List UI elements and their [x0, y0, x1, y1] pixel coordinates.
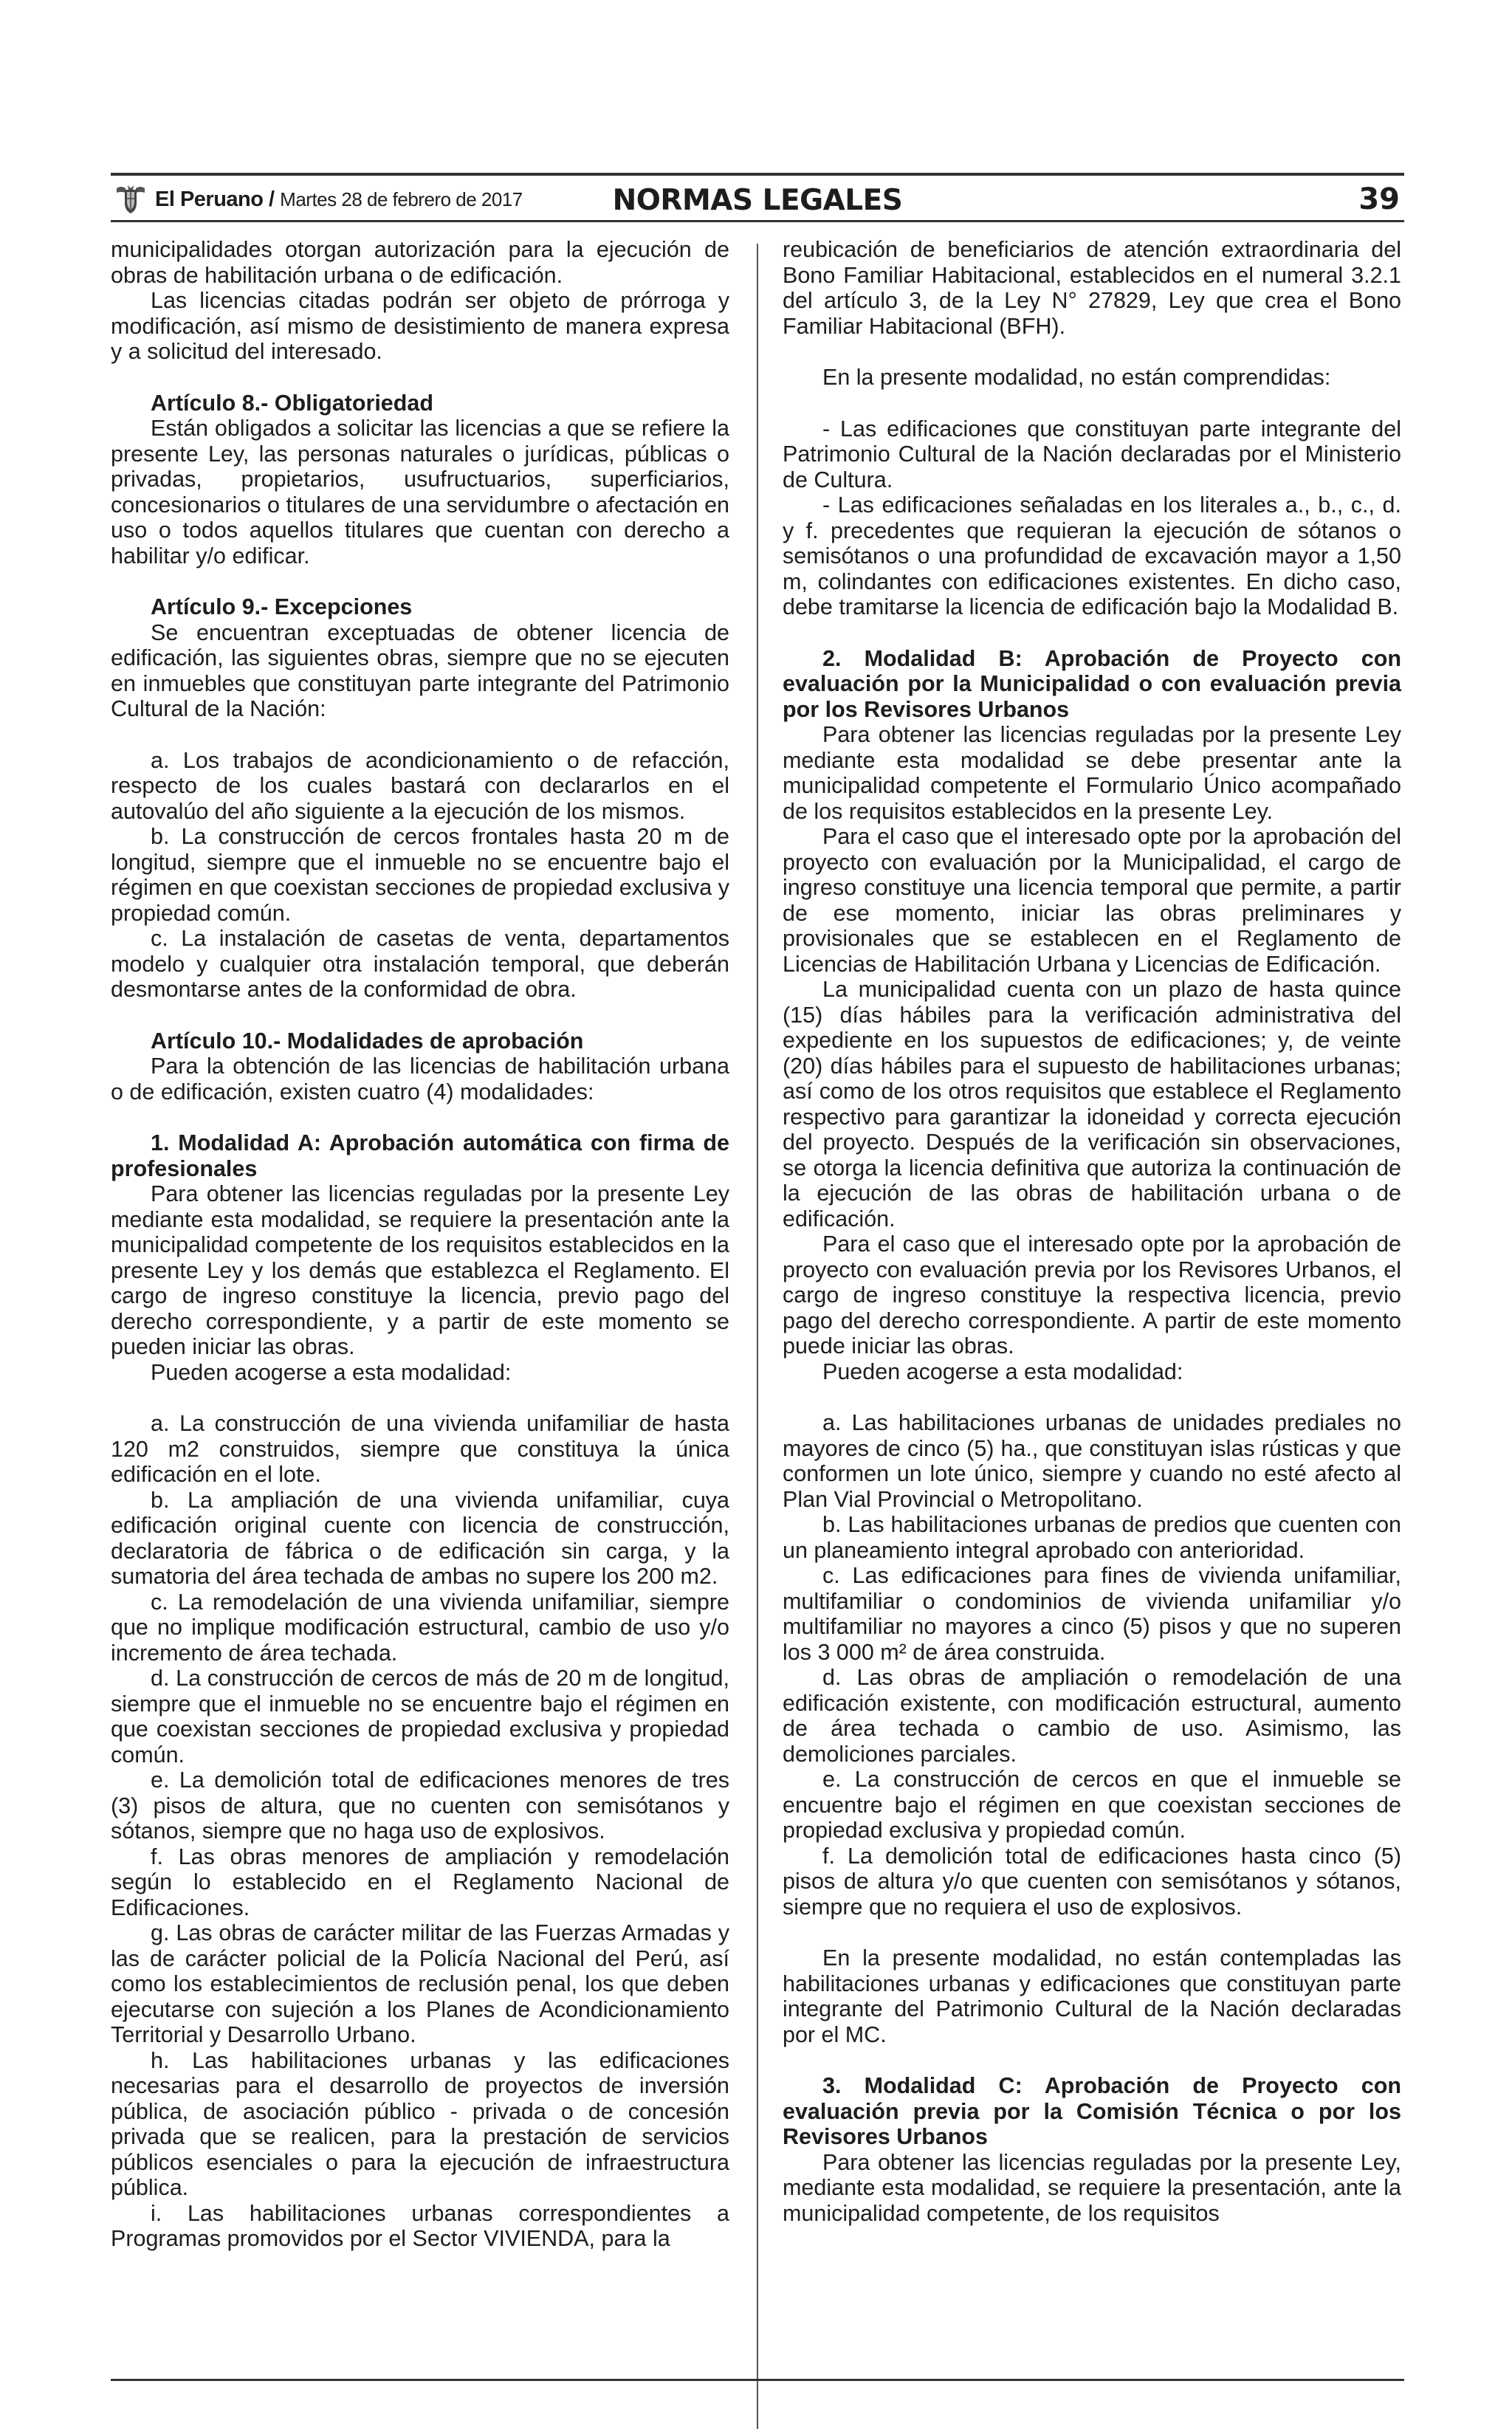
section-title: NORMAS LEGALES: [612, 184, 903, 217]
list-item: g. Las obras de carácter militar de las Fuerzas Armadas y las de carácter policial de la Policía Nacional del Perú, así como los establecimientos de reclusión penal, los que deben ejecutarse con sujeción a los Planes de Acondicionamiento Territorial y Desarrollo Urbano.: [111, 1920, 729, 2047]
list-item: - Las edificaciones que constituyan parte integrante del Patrimonio Cultural de la Nación declaradas por el Ministerio de Cultura.: [783, 416, 1401, 492]
article-10-heading: Artículo 10.- Modalidades de aprobación: [151, 1028, 584, 1054]
paragraph: Para la obtención de las licencias de habilitación urbana o de edificación, existen cuatro (4) modalidades:: [111, 1054, 729, 1104]
brand-name: El Peruano: [155, 188, 264, 211]
list-item: e. La demolición total de edificaciones menores de tres (3) pisos de altura, que no cuenten con semisótanos y sótanos, siempre que no haga uso de explosivos.: [111, 1767, 729, 1844]
article-8-heading: Artículo 8.- Obligatoriedad: [151, 390, 433, 416]
article-9-heading: Artículo 9.- Excepciones: [151, 594, 413, 619]
list-item: a. Las habilitaciones urbanas de unidades prediales no mayores de cinco (5) ha., que constituyan islas rústicas y que conformen un lote único, siempre y cuando no esté afecto al Plan Vial Provincial o Metropolitano.: [783, 1410, 1401, 1512]
paragraph: La municipalidad cuenta con un plazo de hasta quince (15) días hábiles para la verificación administrativa del expediente en los supuestos de edificaciones; y, de veinte (20) días hábiles para el supuesto de habilitaciones urbanas; así como de los otros requisitos que establece el Reglamento respectivo para garantizar la idoneidad y correcta ejecución del proyecto. Después de la verificación sin observaciones, se otorga la licencia definitiva que autoriza la continuación de la ejecución de las obras de habilitación urbana o de edificación.: [783, 977, 1401, 1231]
paragraph: Pueden acogerse a esta modalidad:: [822, 1358, 1183, 1384]
list-item: d. La construcción de cercos de más de 20 m de longitud, siempre que el inmueble no se encuentre bajo el régimen en que coexistan secciones de propiedad exclusiva y propiedad común.: [111, 1666, 729, 1767]
list-item: b. La ampliación de una vivienda unifamiliar, cuya edificación original cuente con licencia de construcción, declaratoria de fábrica o de edificación sin carga, y la sumatoria del área techada de ambas no supere los 200 m2.: [111, 1487, 729, 1589]
paragraph: En la presente modalidad, no están comprendidas:: [822, 365, 1331, 390]
list-item: d. Las obras de ampliación o remodelación de una edificación existente, con modificación estructural, aumento de área techada o cambio de uso. Asimismo, las demoliciones parciales.: [783, 1665, 1401, 1767]
list-item: a. La construcción de una vivienda unifamiliar de hasta 120 m2 construidos, siempre que constituya la única edificación en el lote.: [111, 1411, 729, 1487]
right-column: [783, 237, 1401, 2226]
list-item: f. La demolición total de edificaciones hasta cinco (5) pisos de altura y/o que cuenten con semisótanos y sótanos, siempre que no requiera el uso de explosivos.: [783, 1843, 1401, 1920]
modality-a-heading: 1. Modalidad A: Aprobación automática con firma de profesionales: [111, 1130, 729, 1181]
paragraph: Pueden acogerse a esta modalidad:: [151, 1359, 512, 1385]
publication-date: Martes 28 de febrero de 2017: [280, 188, 523, 210]
list-item: a. Los trabajos de acondicionamiento o de refacción, respecto de los cuales bastará con declararlos en el autovalúo del año siguiente a la ejecución de los mismos.: [111, 747, 729, 824]
list-item: c. La remodelación de una vivienda unifamiliar, siempre que no implique modificación estructural, cambio de uso y/o incremento de área techada.: [111, 1589, 729, 1666]
paragraph: Las licencias citadas podrán ser objeto de prórroga y modificación, así mismo de desistimiento de manera expresa y a solicitud del interesado.: [111, 288, 729, 364]
list-item: c. Las edificaciones para fines de vivienda unifamiliar, multifamiliar o condominios de vivienda unifamiliar y/o multifamiliar no mayores a cinco (5) pisos y que no superen los 3 000 m² de área construida.: [783, 1563, 1401, 1665]
list-item: h. Las habilitaciones urbanas y las edificaciones necesarias para el desarrollo de proyectos de inversión pública, de asociación público - privada o de concesión privada que se realicen, para la prestación de servicios públicos esenciales o para la ejecución de infraestructura pública.: [111, 2047, 729, 2200]
list-item: b. La construcción de cercos frontales hasta 20 m de longitud, siempre que el inmueble no se encuentre bajo el régimen en que coexistan secciones de propiedad exclusiva y propiedad común.: [111, 824, 729, 926]
paragraph: municipalidades otorgan autorización para la ejecución de obras de habilitación urbana o de edificación.: [111, 237, 729, 288]
header-top-rule: [111, 173, 1404, 176]
list-item: i. Las habilitaciones urbanas correspondientes a Programas promovidos por el Sector VIVIENDA, para la: [111, 2200, 729, 2251]
list-item: f. Las obras menores de ampliación y remodelación según lo establecido en el Reglamento Nacional de Edificaciones.: [111, 1844, 729, 1920]
header-bottom-rule: [111, 220, 1404, 222]
paragraph: Para obtener las licencias reguladas por la presente Ley mediante esta modalidad se debe presentar ante la municipalidad competente el Formulario Único acompañado de los requisitos establecidos en la presente Ley.: [783, 722, 1401, 824]
page-header: [111, 173, 1404, 224]
paragraph: Para obtener las licencias reguladas por la presente Ley, mediante esta modalidad, se requiere la presentación, ante la municipalidad competente, de los requisitos: [783, 2149, 1401, 2226]
list-item: e. La construcción de cercos en que el inmueble se encuentre bajo el régimen en que coexistan secciones de propiedad exclusiva y propiedad común.: [783, 1767, 1401, 1843]
paragraph: reubicación de beneficiarios de atención extraordinaria del Bono Familiar Habitacional, establecidos en el numeral 3.2.1 del artículo 3, de la Ley N° 27829, Ley que crea el Bono Familiar Habitacional (BFH).: [783, 237, 1401, 339]
paragraph: Están obligados a solicitar las licencias a que se refiere la presente Ley, las personas naturales o jurídicas, públicas o privadas, propietarios, usufructuarios, superficiarios, concesionarios o titulares de una servidumbre o afectación en uso o todos aquellos titulares que cuentan con derecho a habilitar y/o edificar.: [111, 416, 729, 568]
left-column: [111, 237, 729, 2252]
modality-b-heading: 2. Modalidad B: Aprobación de Proyecto con evaluación por la Municipalidad o con evaluación previa por los Revisores Urbanos: [783, 645, 1401, 722]
column-divider: [757, 244, 758, 2429]
paragraph: Para el caso que el interesado opte por la aprobación del proyecto con evaluación por la Municipalidad, el cargo de ingreso constituye una licencia temporal que permite, a partir de ese momento, iniciar las obras preliminares y provisionales que se establecen en el Reglamento de Licencias de Habilitación Urbana y Licencias de Edificación.: [783, 824, 1401, 977]
list-item: b. Las habilitaciones urbanas de predios que cuenten con un planeamiento integral aprobado con anterioridad.: [783, 1512, 1401, 1563]
list-item: - Las edificaciones señaladas en los literales a., b., c., d. y f. precedentes que requieran la ejecución de sótanos o semisótanos o una profundidad de excavación mayor a 1,50 m, colindantes con edificaciones existentes. En dicho caso, debe tramitarse la licencia de edificación bajo la Modalidad B.: [783, 492, 1401, 619]
page-number: 39: [1358, 182, 1400, 216]
footer-rule: [111, 2379, 1404, 2381]
list-item: c. La instalación de casetas de venta, departamentos modelo y cualquier otra instalación temporal, que deberán desmontarse antes de la conformidad de obra.: [111, 926, 729, 1002]
paragraph: Para obtener las licencias reguladas por la presente Ley mediante esta modalidad, se requiere la presentación ante la municipalidad competente de los requisitos establecidos en la presente Ley y los demás que establezca el Reglamento. El cargo de ingreso constituye la licencia, previo pago del derecho correspondiente, y a partir de este momento se pueden iniciar las obras.: [111, 1181, 729, 1359]
paragraph: Para el caso que el interesado opte por la aprobación de proyecto con evaluación previa por los Revisores Urbanos, el cargo de ingreso constituye la respectiva licencia, previo pago del derecho correspondiente. A partir de este momento puede iniciar las obras.: [783, 1231, 1401, 1358]
modality-c-heading: 3. Modalidad C: Aprobación de Proyecto con evaluación previa por la Comisión Técnica o por los Revisores Urbanos: [783, 2073, 1401, 2149]
paragraph: Se encuentran exceptuadas de obtener licencia de edificación, las siguientes obras, siempre que no se ejecuten en inmuebles que constituyan parte integrante del Patrimonio Cultural de la Nación:: [111, 619, 729, 721]
masthead-separator: /: [263, 188, 281, 211]
paragraph: En la presente modalidad, no están contempladas las habilitaciones urbanas y edificaciones que constituyan parte integrante del Patrimonio Cultural de la Nación declaradas por el MC.: [783, 1945, 1401, 2047]
